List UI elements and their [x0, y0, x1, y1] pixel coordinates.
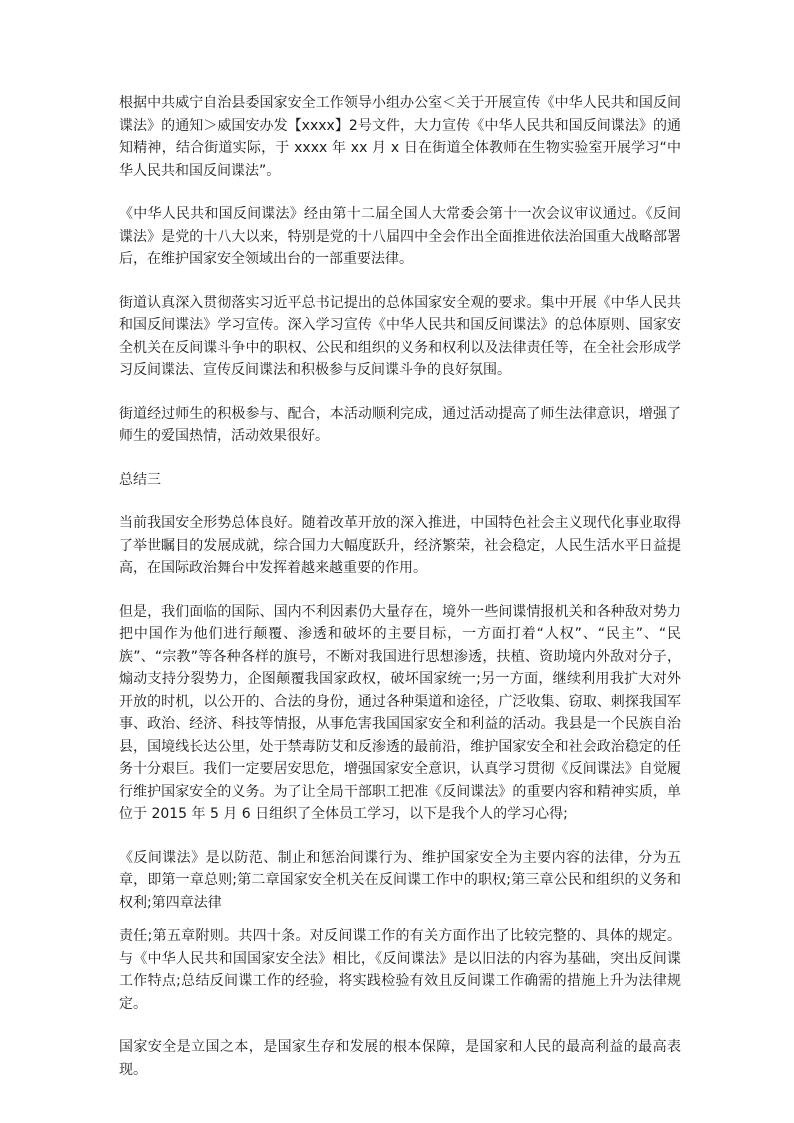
paragraph-security-situation: 当前我国安全形势总体良好。随着改革开放的深入推进，中国特色社会主义现代化事业取得了举世瞩目的发展成就，综合国力大幅度跃升，经济繁荣，社会稳定，人民生活水平日益提高，在国际政治舞台中发挥着越来越重要的作用。	[119, 515, 681, 576]
paragraph-law-structure: 《反间谍法》是以防范、制止和惩治间谍行为、维护国家安全为主要内容的法律，分为五章，即第一章总则;第二章国家安全机关在反间谍工作中的职权;第三章公民和组织的义务和权利;第四章法律	[119, 849, 681, 911]
document-page	[119, 92, 681, 1102]
paragraph-conclusion: 国家安全是立国之本，是国家生存和发展的根本保障，是国家和人民的最高利益的最高表现。	[119, 1039, 681, 1078]
paragraph-notice: 根据中共威宁自治县委国家安全工作领导小组办公室＜关于开展宣传《中华人民共和国反间谍法》的通知＞威国安办发【xxxx】2号文件，大力宣传《中华人民共和国反间谍法》的通知精神，结合街道实际，于 xxxx 年 xx 月 x 日在街道全体教师在生物实验室开展学习“中华人民共和国反间谍法”。	[119, 95, 681, 179]
paragraph-activity-result: 街道经过师生的积极参与、配合，本活动顺利完成，通过活动提高了师生法律意识，增强了师生的爱国热情，活动效果很好。	[119, 405, 681, 444]
paragraph-law-passage: 《中华人民共和国反间谍法》经由第十二届全国人大常委会第十一次会议审议通过。《反间谍法》是党的十八大以来，特别是党的十八届四中全会作出全面推进依法治国重大战略部署后，在维护国家安全领域出台的一部重要法律。	[119, 206, 681, 267]
paragraph-law-comparison: 责任;第五章附则。共四十条。对反间谍工作的有关方面作出了比较完整的、具体的规定。与《中华人民共和国国家安全法》相比，《反间谍法》是以旧法的内容为基础，突出反间谍工作特点;总结反间谍工作的经验，将实践检验有效且反间谍工作确需的措施上升为法律规定。	[119, 928, 681, 1012]
paragraph-study-campaign: 街道认真深入贯彻落实习近平总书记提出的总体国家安全观的要求。集中开展《中华人民共和国反间谍法》学习宣传。深入学习宣传《中华人民共和国反间谍法》的总体原则、国家安全机关在反间谍斗争中的职权、公民和组织的义务和权利以及法律责任等，在全社会形成学习反间谍法、宣传反间谍法和积极参与反间谍斗争的良好氛围。	[119, 294, 681, 378]
paragraph-threats: 但是，我们面临的国际、国内不利因素仍大量存在，境外一些间谍情报机关和各种敌对势力把中国作为他们进行颠覆、渗透和破坏的主要目标，一方面打着“人权”、“民主”、“民族”、“宗教”等各种各样的旗号，不断对我国进行思想渗透，扶植、资助境内外敌对分子，煽动支持分裂势力，企图颠覆我国家政权，破坏国家统一;另一方面，继续利用我扩大对外开放的时机，以公开的、合法的身份，通过各种渠道和途径，广泛收集、窃取、刺探我国军事、政治、经济、科技等情报，从事危害我国国家安全和利益的活动。我县是一个民族自治县，国境线长达公里，处于禁毒防艾和反渗透的最前沿，维护国家安全和社会政治稳定的任务十分艰巨。我们一定要居安思危，增强国家安全意识，认真学习贯彻《反间谍法》自觉履行维护国家安全的义务。为了让全局干部职工把准《反间谍法》的重要内容和精神实质，单位于 2015 年 5 月 6 日组织了全体员工学习，以下是我个人的学习心得;	[119, 603, 681, 822]
section-title: 总结三	[119, 471, 161, 488]
